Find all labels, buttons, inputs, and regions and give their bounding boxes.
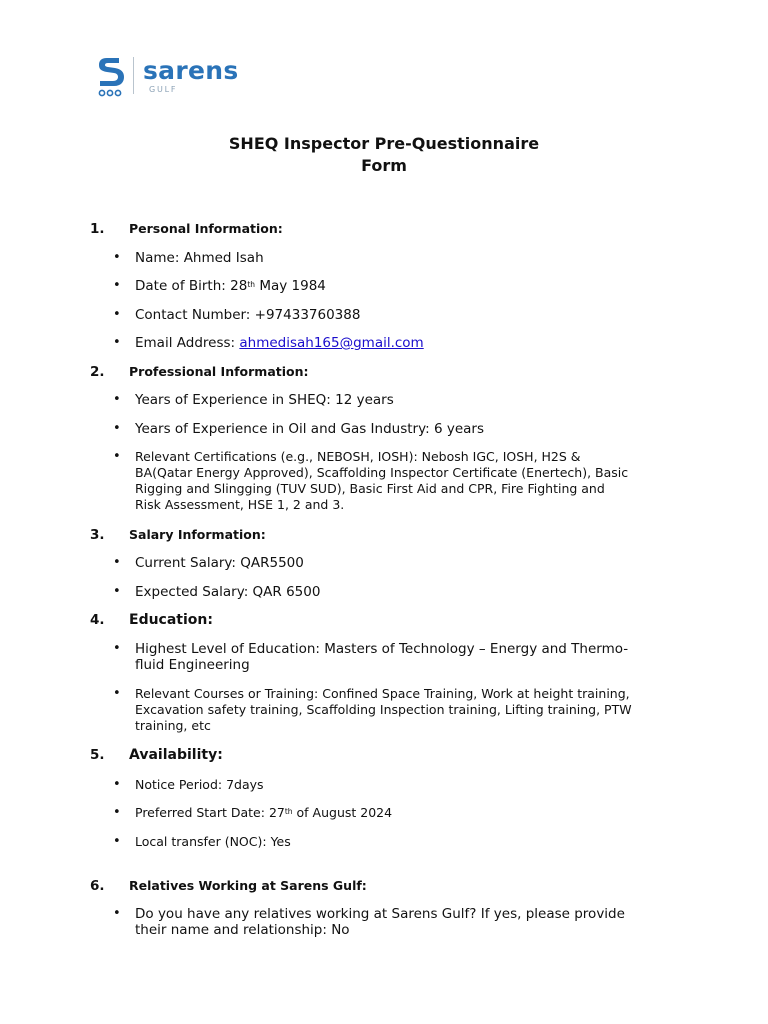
list-item-email — [135, 335, 665, 351]
bullet-icon: • — [113, 250, 121, 265]
item-label: Years of Experience in SHEQ: — [135, 392, 331, 408]
bullet-icon: • — [113, 686, 121, 701]
item-value: Yes — [270, 834, 291, 849]
logo-wordmark: sarens — [143, 56, 239, 85]
item-line: Excavation safety training, Scaffolding Inspection training, Lifting training, PTW — [135, 702, 632, 717]
item-value: 6 years — [433, 421, 484, 437]
item-value-day: 27 — [268, 805, 285, 820]
item-value-day: 28 — [230, 278, 248, 294]
bullet-icon: • — [113, 777, 121, 792]
list-item-expected-salary — [135, 584, 665, 600]
form-title-line-1: SHEQ Inspector Pre-Questionnaire — [228, 134, 540, 153]
list-item-oil-gas-experience — [135, 421, 665, 437]
item-line: Highest Level of Education: Masters of Technology – Energy and Thermo- — [135, 641, 629, 657]
list-item-contact-number — [135, 307, 665, 323]
item-value: +97433760388 — [254, 307, 361, 323]
item-value: Ahmed Isah — [183, 250, 264, 266]
bullet-icon: • — [113, 421, 121, 436]
section-number: 5. — [90, 747, 105, 763]
section-title-relatives: Relatives Working at Sarens Gulf: — [129, 878, 367, 893]
item-label: Contact Number: — [135, 307, 251, 323]
item-label: Email Address: — [135, 335, 236, 351]
section-title-salary-information: Salary Information: — [129, 527, 266, 542]
item-label: Date of Birth: — [135, 278, 226, 294]
email-link[interactable]: ahmedisah165@gmail.com — [239, 335, 424, 351]
item-line: training, etc — [135, 718, 211, 733]
list-item-preferred-start-date — [135, 805, 665, 821]
ordinal-suffix: th — [247, 280, 256, 289]
list-item-name — [135, 250, 665, 266]
bullet-icon: • — [113, 641, 121, 656]
item-label: Preferred Start Date: — [135, 805, 265, 820]
list-item-relevant-courses — [135, 686, 665, 734]
item-value-rest: May 1984 — [259, 278, 326, 294]
section-title-availability: Availability: — [129, 747, 223, 763]
list-item-sheq-experience — [135, 392, 665, 408]
form-title-line-2: Form — [361, 156, 407, 175]
bullet-icon: • — [113, 449, 121, 464]
bullet-icon: • — [113, 555, 121, 570]
item-label: Notice Period: — [135, 777, 223, 792]
item-value: QAR 6500 — [252, 584, 321, 600]
list-item-highest-education — [135, 641, 665, 673]
item-label: Expected Salary: — [135, 584, 249, 600]
section-title-education: Education: — [129, 612, 213, 628]
item-label: Current Salary: — [135, 555, 236, 571]
item-line: Risk Assessment, HSE 1, 2 and 3. — [135, 497, 345, 512]
bullet-icon: • — [113, 335, 121, 350]
item-line: Relevant Courses or Training: Confined Space Training, Work at height training, — [135, 686, 630, 701]
item-line: their name and relationship: No — [135, 922, 350, 938]
item-value: 12 years — [335, 392, 394, 408]
list-item-current-salary — [135, 555, 665, 571]
bullet-icon: • — [113, 307, 121, 322]
bullet-icon: • — [113, 834, 121, 849]
list-item-certifications — [135, 449, 665, 513]
section-number: 4. — [90, 612, 105, 628]
bullet-icon: • — [113, 805, 121, 820]
bullet-icon: • — [113, 392, 121, 407]
section-number: 3. — [90, 527, 105, 543]
item-line: Relevant Certifications (e.g., NEBOSH, IOSH): Nebosh IGC, IOSH, H2S & — [135, 449, 581, 464]
section-number: 6. — [90, 878, 105, 894]
bullet-icon: • — [113, 584, 121, 599]
item-line: Rigging and Slingging (TUV SUD), Basic First Aid and CPR, Fire Fighting and — [135, 481, 605, 496]
item-value-rest: of August 2024 — [296, 805, 393, 820]
section-number: 2. — [90, 364, 105, 380]
item-label: Local transfer (NOC): — [135, 834, 267, 849]
item-label: Years of Experience in Oil and Gas Industry: — [135, 421, 430, 437]
section-title-personal-information: Personal Information: — [129, 221, 283, 236]
logo-subtitle: GULF — [149, 85, 178, 94]
ordinal-suffix: th — [284, 807, 293, 816]
bullet-icon: • — [113, 278, 121, 293]
list-item-relatives-question — [135, 906, 665, 938]
logo-divider — [133, 57, 134, 94]
item-label: Name: — [135, 250, 180, 266]
list-item-local-transfer — [135, 834, 665, 850]
item-line: BA(Qatar Energy Approved), Scaffolding Inspector Certificate (Enertech), Basic — [135, 465, 629, 480]
sarens-s-logo-icon — [97, 56, 127, 98]
list-item-notice-period — [135, 777, 665, 793]
list-item-date-of-birth — [135, 278, 665, 294]
item-line: Do you have any relatives working at Sarens Gulf? If yes, please provide — [135, 906, 625, 922]
section-title-professional-information: Professional Information: — [129, 364, 309, 379]
company-logo — [97, 56, 277, 98]
section-number: 1. — [90, 221, 105, 237]
item-line: fluid Engineering — [135, 657, 250, 673]
item-value: 7days — [226, 777, 264, 792]
item-value: QAR5500 — [240, 555, 304, 571]
bullet-icon: • — [113, 906, 121, 921]
